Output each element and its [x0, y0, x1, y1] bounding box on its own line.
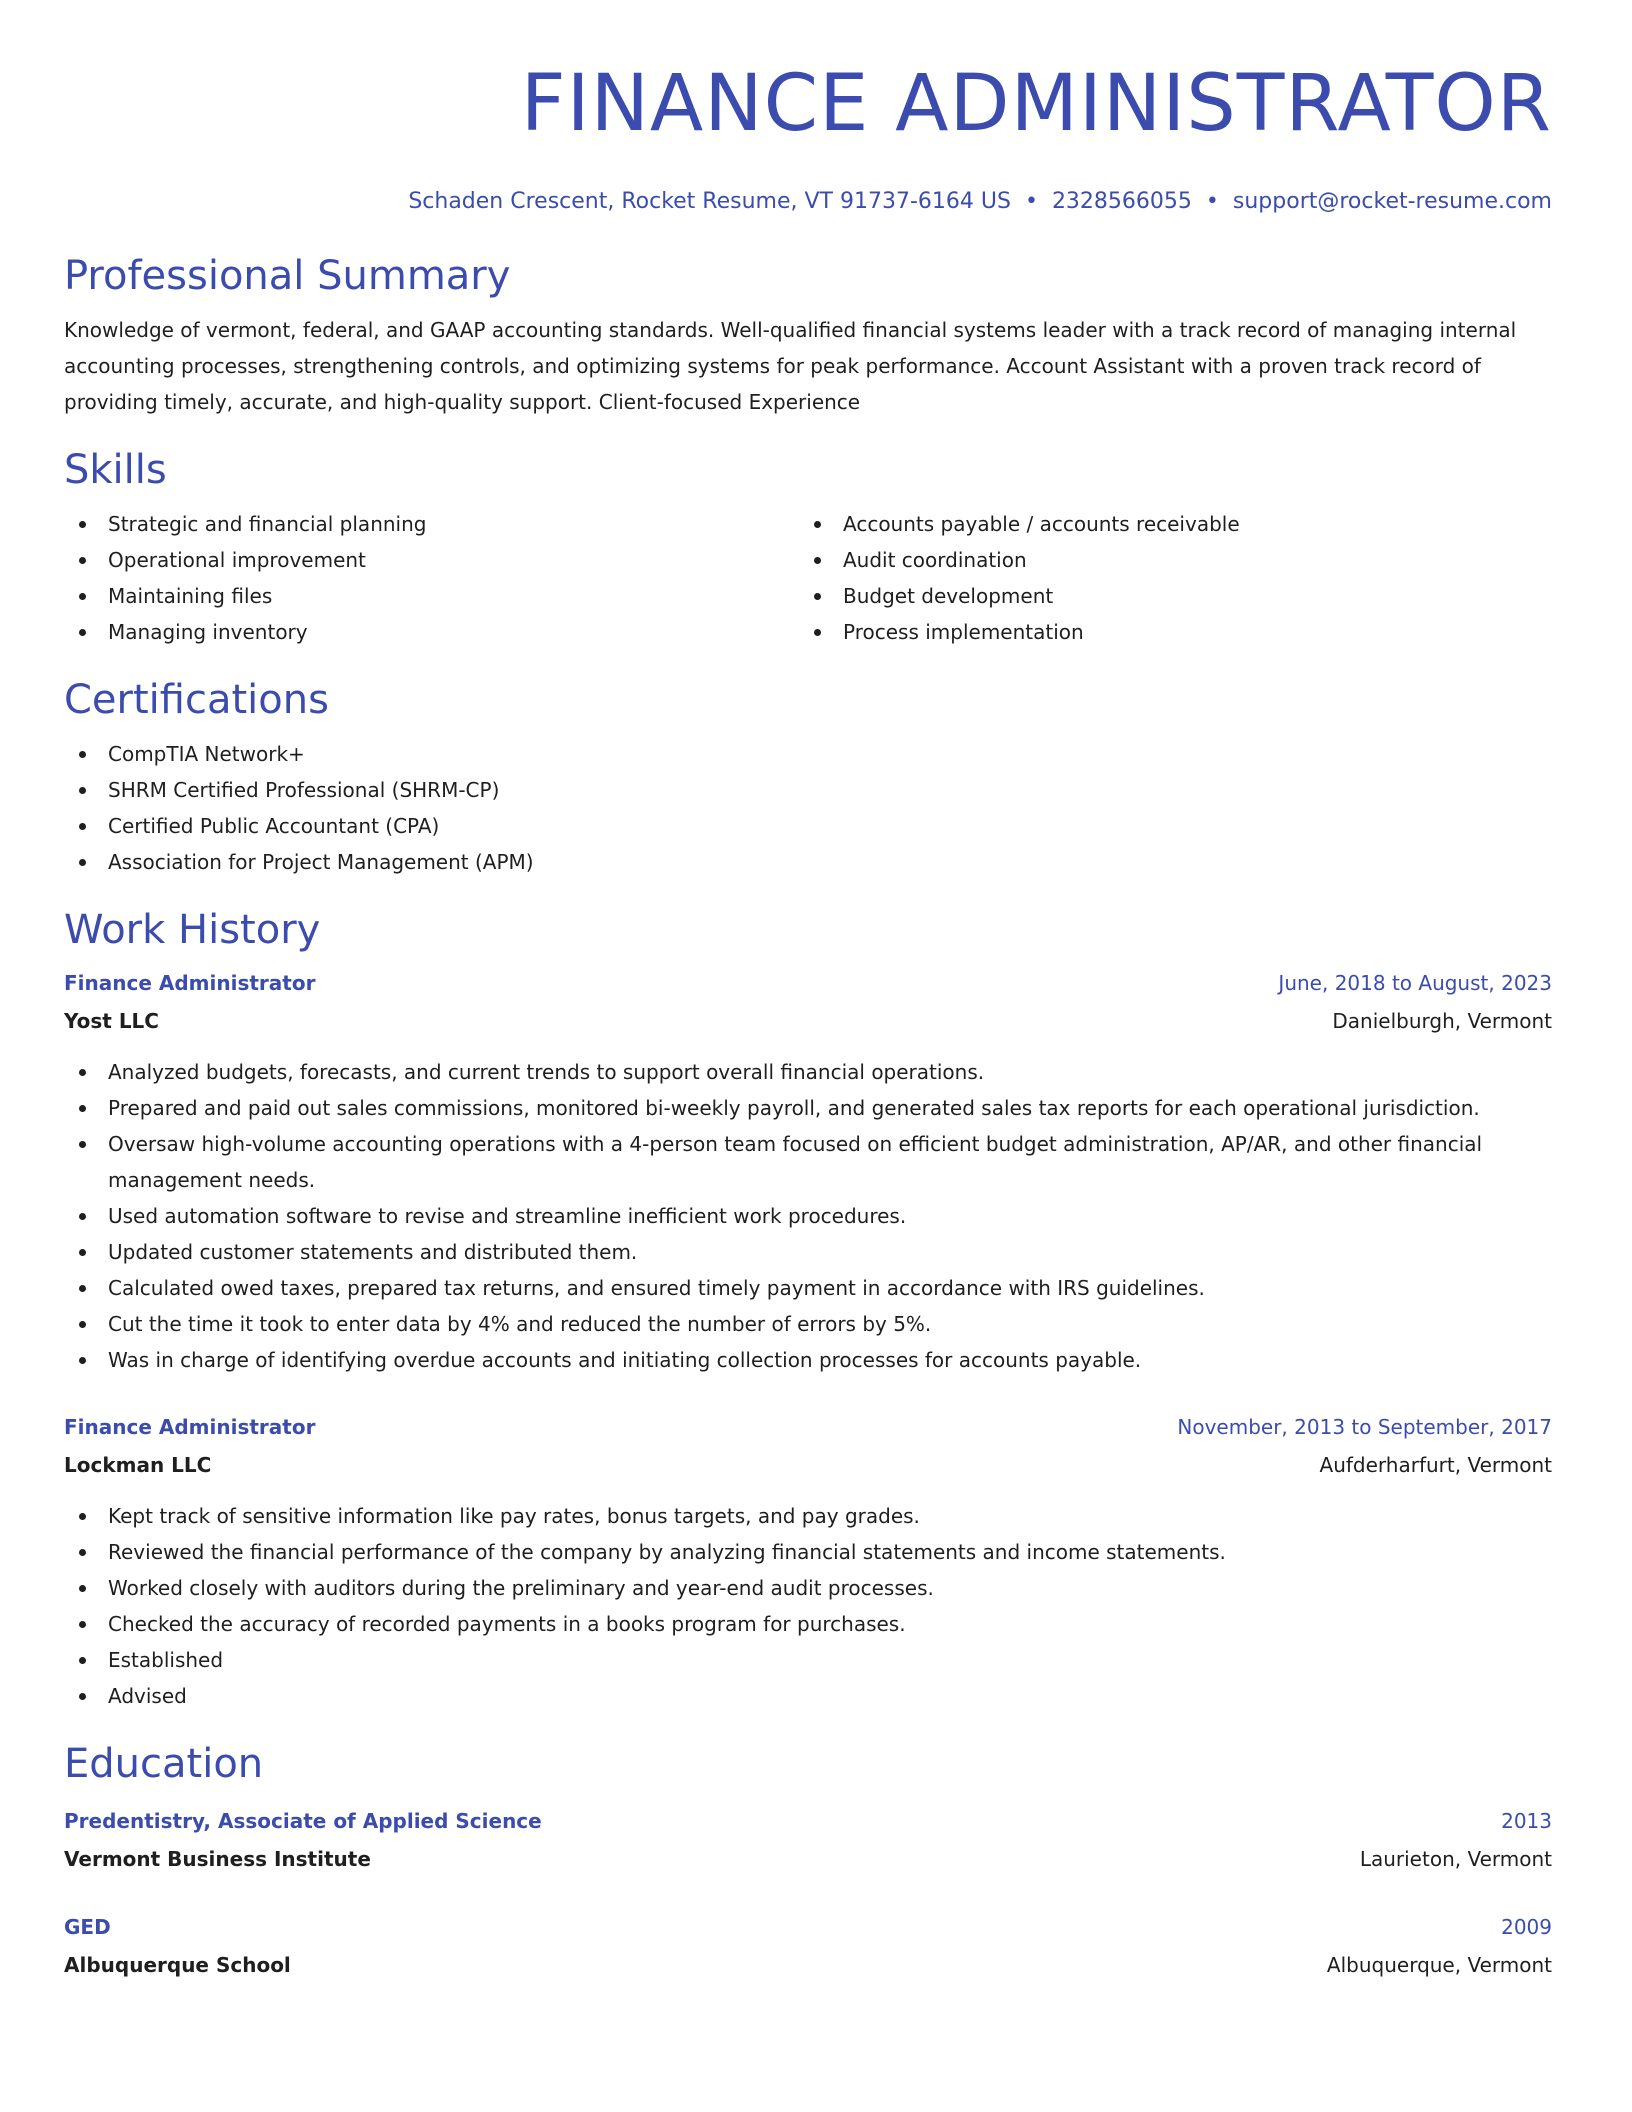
job-header-row [64, 1408, 1552, 1446]
job-location: Aufderharfurt, Vermont [1319, 1453, 1552, 1477]
job-company: Yost LLC [64, 1009, 159, 1033]
skills-section [64, 442, 1552, 650]
education-school-row [64, 1840, 1552, 1878]
contact-separator: • [1205, 189, 1219, 214]
skill-item: Managing inventory [64, 614, 799, 650]
job-bullet: Oversaw high-volume accounting operations with a 4-person team focused on efficient budget administration, AP/AR, and other financial management needs. [64, 1126, 1552, 1198]
skill-item: Strategic and financial planning [64, 506, 799, 542]
work-history-heading: Work History [64, 907, 321, 953]
skill-item: Budget development [799, 578, 1534, 614]
summary-heading: Professional Summary [64, 253, 511, 299]
job-location: Danielburgh, Vermont [1332, 1009, 1552, 1033]
contact-email[interactable]: support@rocket-resume.com [1232, 189, 1552, 214]
certifications-heading: Certifications [64, 677, 329, 723]
contact-separator: • [1024, 189, 1038, 214]
work-history-section [64, 902, 1552, 1714]
education-heading: Education [64, 1741, 264, 1787]
contact-line [64, 186, 1552, 218]
certifications-section [64, 672, 1552, 880]
summary-text: Knowledge of vermont, federal, and GAAP accounting standards. Well-qualified financial systems leader with a track record of managing internal accounting processes, strengthening controls, and optimizing systems for peak performance. Account Assistant with a proven track record of providing timely, accurate, and high-quality support. Client-focused Experience [64, 318, 1517, 414]
skill-item: Accounts payable / accounts receivable [799, 506, 1534, 542]
education-school: Vermont Business Institute [64, 1847, 371, 1871]
certification-item: CompTIA Network+ [64, 736, 1552, 772]
resume-page [64, 52, 1552, 1984]
job-bullet: Analyzed budgets, forecasts, and current trends to support overall financial operations. [64, 1054, 1552, 1090]
job-company-row [64, 1446, 1552, 1484]
contact-phone: 2328566055 [1051, 189, 1192, 214]
education-location: Laurieton, Vermont [1359, 1847, 1552, 1871]
education-year: 2009 [1501, 1915, 1552, 1939]
job-entry [64, 1408, 1552, 1714]
education-entry [64, 1908, 1552, 1984]
skill-item: Maintaining files [64, 578, 799, 614]
job-company: Lockman LLC [64, 1453, 212, 1477]
job-title: Finance Administrator [64, 971, 316, 995]
certification-item: Certified Public Accountant (CPA) [64, 808, 1552, 844]
certification-item: SHRM Certified Professional (SHRM-CP) [64, 772, 1552, 808]
job-dates: June, 2018 to August, 2023 [1278, 971, 1552, 995]
skills-heading: Skills [64, 447, 167, 493]
skill-item: Process implementation [799, 614, 1534, 650]
job-bullet: Advised [64, 1678, 1552, 1714]
education-degree-row [64, 1908, 1552, 1946]
education-section [64, 1736, 1552, 1984]
job-company-row [64, 1002, 1552, 1040]
job-title: Finance Administrator [64, 1415, 316, 1439]
certification-item: Association for Project Management (APM) [64, 844, 1552, 880]
education-degree-row [64, 1802, 1552, 1840]
job-bullet: Worked closely with auditors during the preliminary and year-end audit processes. [64, 1570, 1552, 1606]
skill-item: Audit coordination [799, 542, 1534, 578]
education-degree: Predentistry, Associate of Applied Science [64, 1809, 542, 1833]
education-location: Albuquerque, Vermont [1326, 1953, 1552, 1977]
skills-list-left [64, 506, 799, 650]
job-bullet: Prepared and paid out sales commissions, monitored bi-weekly payroll, and generated sales tax reports for each operational jurisdiction. [64, 1090, 1552, 1126]
job-bullet: Updated customer statements and distributed them. [64, 1234, 1552, 1270]
job-header-row [64, 964, 1552, 1002]
job-bullet: Calculated owed taxes, prepared tax returns, and ensured timely payment in accordance with IRS guidelines. [64, 1270, 1552, 1306]
skill-item: Operational improvement [64, 542, 799, 578]
job-bullet: Cut the time it took to enter data by 4% and reduced the number of errors by 5%. [64, 1306, 1552, 1342]
job-bullet: Kept track of sensitive information like pay rates, bonus targets, and pay grades. [64, 1498, 1552, 1534]
resume-name: FINANCE ADMINISTRATOR [520, 59, 1552, 149]
skills-list-right [799, 506, 1534, 650]
job-bullet: Checked the accuracy of recorded payments in a books program for purchases. [64, 1606, 1552, 1642]
job-bullet: Was in charge of identifying overdue accounts and initiating collection processes for accounts payable. [64, 1342, 1552, 1378]
job-entry [64, 964, 1552, 1378]
job-bullets [64, 1498, 1552, 1714]
certifications-list [64, 736, 1552, 880]
job-dates: November, 2013 to September, 2017 [1177, 1415, 1552, 1439]
education-year: 2013 [1501, 1809, 1552, 1833]
job-bullets [64, 1054, 1552, 1378]
education-school: Albuquerque School [64, 1953, 291, 1977]
education-degree: GED [64, 1915, 111, 1939]
job-bullet: Reviewed the financial performance of the company by analyzing financial statements and income statements. [64, 1534, 1552, 1570]
contact-address: Schaden Crescent, Rocket Resume, VT 91737-6164 US [408, 189, 1011, 214]
job-bullet: Used automation software to revise and streamline inefficient work procedures. [64, 1198, 1552, 1234]
summary-section [64, 248, 1552, 420]
education-school-row [64, 1946, 1552, 1984]
job-bullet: Established [64, 1642, 1552, 1678]
education-entry [64, 1802, 1552, 1878]
skills-grid [64, 506, 1552, 650]
